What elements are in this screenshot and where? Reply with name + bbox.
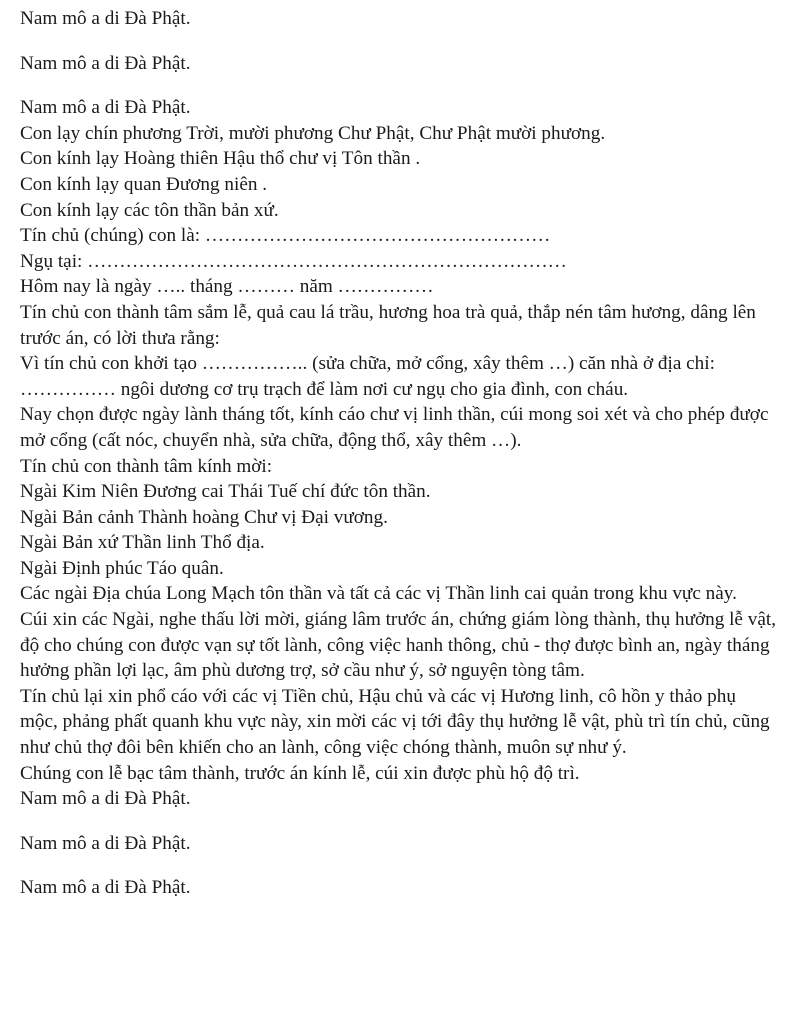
line-date: Hôm nay là ngày ….. tháng ……… năm …………… bbox=[20, 276, 434, 298]
closing-chant-3: Nam mô a di Đà Phật. bbox=[20, 877, 191, 899]
line-invitation: Tín chủ con thành tâm kính mời: bbox=[20, 455, 273, 477]
line-closing-offering: Chúng con lễ bạc tâm thành, trước án kính lễ, cúi xin được phù hộ độ trì. bbox=[20, 762, 580, 784]
paragraph-offerings: Tín chủ con thành tâm sắm lễ, quả cau lá trầu, hương hoa trà quả, thắp nén tâm hương, dâng lên trước án, có lời thưa rằng: bbox=[20, 301, 756, 349]
paragraph-request-blessing: Cúi xin các Ngài, nghe thấu lời mời, giáng lâm trước án, chứng giám lòng thành, thụ hưởng lễ vật, độ cho chúng con được vạn sự tốt lành, công việc hanh thông, chủ - thợ được bình an, ngày tháng hưởng phần lợi lạc, âm phù dương trợ, sở cầu như ý, sở nguyện tòng tâm. bbox=[20, 609, 776, 682]
line-residence: Ngụ tại: ………………………………………………………………… bbox=[20, 250, 567, 272]
paragraph-announcement: Tín chủ lại xin phổ cáo với các vị Tiền chủ, Hậu chủ và các vị Hương linh, cô hồn y thảo phụ mộc, phảng phất quanh khu vực này, xin mời các vị tới đây thụ hưởng lễ vật, phù trì tín chủ, cũng như chủ thợ đôi bên khiến cho an lành, công việc chóng thành, muôn sự như ý. bbox=[20, 685, 770, 759]
line-deity-thanh-hoang: Ngài Bản cảnh Thành hoàng Chư vị Đại vương. bbox=[20, 506, 388, 528]
line-deity-tao-quan: Ngài Định phúc Táo quân. bbox=[20, 557, 224, 579]
line-bow-earth-deities: Con kính lạy Hoàng thiên Hậu thổ chư vị Tôn thần . bbox=[20, 148, 421, 170]
closing-chant-1: Nam mô a di Đà Phật. bbox=[20, 788, 191, 810]
line-devotee-name: Tín chủ (chúng) con là: ……………………………………………… bbox=[20, 225, 551, 247]
closing-chant-2: Nam mô a di Đà Phật. bbox=[20, 832, 191, 854]
opening-chant-3: Nam mô a di Đà Phật. bbox=[20, 97, 191, 119]
line-bow-local-deities: Con kính lạy các tôn thần bản xứ. bbox=[20, 199, 279, 221]
line-bow-buddhas: Con lạy chín phương Trời, mười phương Chư Phật, Chư Phật mười phương. bbox=[20, 122, 606, 144]
opening-chant-1: Nam mô a di Đà Phật. bbox=[20, 8, 191, 29]
prayer-document bbox=[20, 6, 778, 901]
line-deity-thai-tue: Ngài Kim Niên Đương cai Thái Tuế chí đức tôn thần. bbox=[20, 481, 431, 503]
opening-chant-2: Nam mô a di Đà Phật. bbox=[20, 52, 191, 74]
paragraph-construction: Vì tín chủ con khởi tạo …………….. (sửa chữa, mở cổng, xây thêm …) căn nhà ở địa chỉ: …………… ngôi dương cơ trụ trạch để làm nơi cư ngụ cho gia đình, con cháu. bbox=[20, 353, 715, 400]
line-bow-year-official: Con kính lạy quan Đương niên . bbox=[20, 173, 268, 195]
paragraph-long-mach: Các ngài Địa chúa Long Mạch tôn thần và tất cả các vị Thần linh cai quản trong khu vực này. bbox=[20, 583, 737, 605]
line-deity-tho-dia: Ngài Bản xứ Thần linh Thổ địa. bbox=[20, 532, 265, 554]
paragraph-auspicious-day: Nay chọn được ngày lành tháng tốt, kính cáo chư vị linh thần, cúi mong soi xét và cho phép được mở cổng (cất nóc, chuyển nhà, sửa chữa, động thổ, xây thêm …). bbox=[20, 404, 769, 451]
